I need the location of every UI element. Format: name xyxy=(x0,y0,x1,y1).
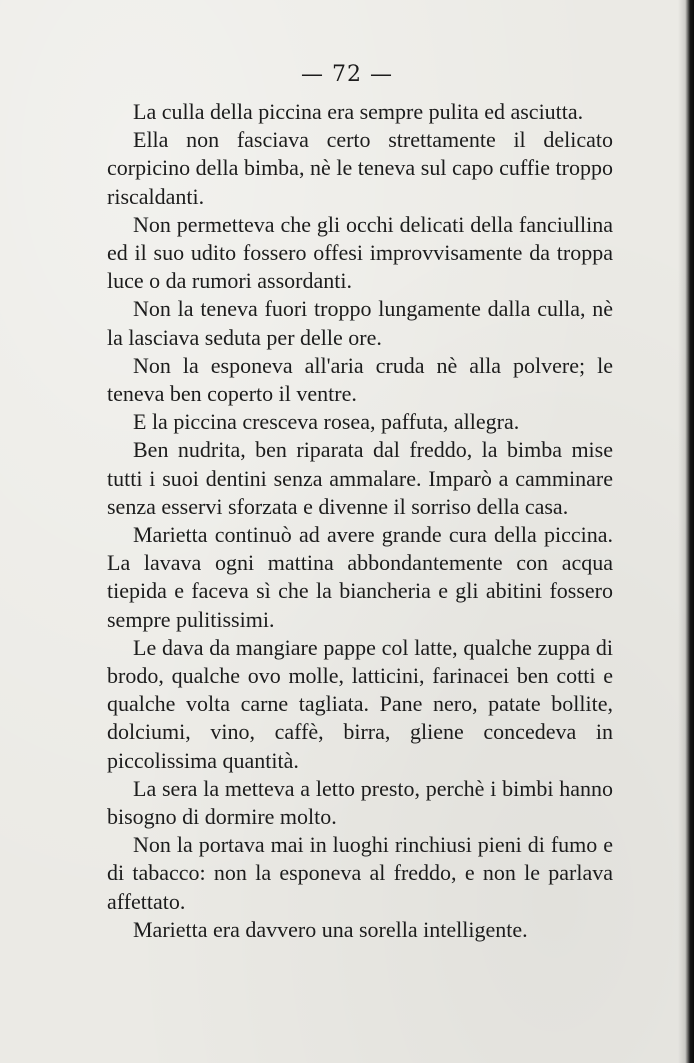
paragraph: Ella non fasciava certo strettamente il delicato corpicino della bimba, nè le teneva sul capo cuffie troppo riscaldanti. xyxy=(107,127,613,209)
paragraph: E la piccina cresceva rosea, paffuta, allegra. xyxy=(133,409,520,435)
paragraph: La sera la metteva a letto presto, perchè i bimbi hanno bisogno di dormire molto. xyxy=(107,775,613,830)
paragraph: Non permetteva che gli occhi delicati della fanciullina ed il suo udito fossero offesi improvvisamente da troppa luce o da rumori assordanti. xyxy=(107,211,613,294)
paragraph: Non la esponeva all'aria cruda nè alla polvere; le teneva ben coperto il ventre. xyxy=(107,352,613,407)
page-number: — 72 — xyxy=(301,62,393,87)
paragraph: Marietta continuò ad avere grande cura della piccina. La lavava ogni mattina abbondantemente con acqua tiepida e faceva sì che la biancheria e gli abitini fossero sempre pulitissimi. xyxy=(107,522,613,632)
paragraph: Non la teneva fuori troppo lungamente dalla culla, nè la lasciava seduta per delle ore. xyxy=(107,296,613,350)
paragraph: Non la portava mai in luoghi rinchiusi pieni di fumo e di tabacco: non la esponeva al freddo, e non le parlava affettato. xyxy=(107,832,613,914)
page-edge-shadow xyxy=(678,0,694,1063)
body-text xyxy=(107,98,613,944)
paragraph: Ben nudrita, ben riparata dal freddo, la bimba mise tutti i suoi dentini senza ammalare. Imparò a camminare senza esservi sforzata e divenne il sorriso della casa. xyxy=(107,437,613,519)
paragraph: Marietta era davvero una sorella intelligente. xyxy=(133,916,528,942)
paragraph: La culla della piccina era sempre pulita ed asciutta. xyxy=(133,99,584,124)
paragraph: Le dava da mangiare pappe col latte, qualche zuppa di brodo, qualche ovo molle, latticini, farinacei ben cotti e qualche volta carne tagliata. Pane nero, patate bollite, dolciumi, vino, caffè, birra, gliene concedeva in piccolissima quantità. xyxy=(107,634,613,773)
